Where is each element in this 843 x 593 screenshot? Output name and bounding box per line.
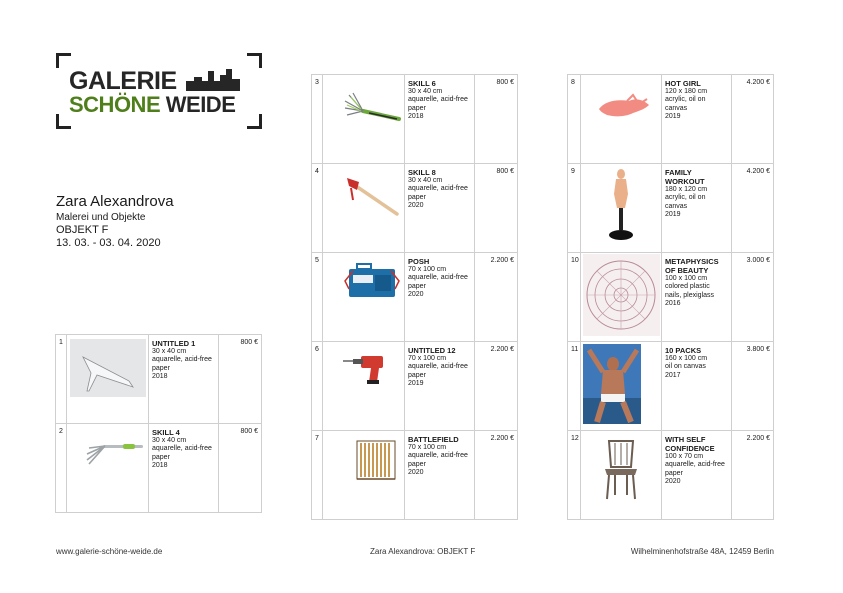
- work-medium: aquarelle, acid-free: [408, 274, 468, 282]
- work-year: 2017: [665, 371, 681, 379]
- catalogue-row: [312, 75, 518, 164]
- work-number: 11: [568, 342, 581, 431]
- logo-bracket: [247, 114, 262, 129]
- work-size: 100 x 100 cm: [665, 275, 708, 282]
- work-info: [662, 75, 732, 164]
- exhibition-dates: 13. 03. - 03. 04. 2020: [56, 237, 161, 249]
- logo-line2: SCHÖNE WEIDE: [69, 92, 236, 117]
- catalogue-row: [312, 253, 518, 342]
- work-info: [149, 424, 219, 513]
- work-title: BATTLEFIELD: [408, 435, 459, 444]
- work-size: 30 x 40 cm: [408, 88, 443, 95]
- catalogue-row: [56, 424, 262, 513]
- work-medium: colored plastic: [665, 283, 710, 291]
- footer-website[interactable]: www.galerie-schöne-weide.de: [56, 547, 163, 556]
- work-price: 4.200 €: [732, 164, 774, 253]
- work-price: 4.200 €: [732, 75, 774, 164]
- work-thumbnail: [67, 335, 149, 424]
- footer-address: Wilhelminenhofstraße 48A, 12459 Berlin: [630, 547, 774, 556]
- work-medium: aquarelle, acid-free: [408, 363, 468, 371]
- work-thumbnail: [581, 431, 662, 520]
- work-title: SKILL 4: [152, 428, 180, 437]
- catalogue-row: [56, 335, 262, 424]
- work-title: UNTITLED 12: [408, 346, 456, 355]
- exhibition-title: OBJEKT F: [56, 224, 109, 236]
- work-number: 12: [568, 431, 581, 520]
- athlete-icon: [581, 342, 662, 426]
- work-medium: acrylic, oil on: [665, 96, 706, 104]
- work-medium: canvas: [665, 104, 688, 112]
- work-year: 2020: [408, 290, 424, 298]
- work-number: 9: [568, 164, 581, 253]
- work-year: 2018: [408, 112, 424, 120]
- work-thumbnail: [323, 342, 405, 431]
- work-year: 2018: [152, 372, 168, 380]
- work-number: 7: [312, 431, 323, 520]
- logo-bracket: [56, 53, 71, 68]
- work-price: 2.200 €: [732, 431, 774, 520]
- work-title: FAMILY: [665, 168, 692, 177]
- work-thumbnail: [581, 342, 662, 431]
- work-medium: acrylic, oil on: [665, 194, 706, 202]
- catalogue-table-1: [55, 334, 262, 513]
- work-info: [405, 253, 475, 342]
- work-year: 2020: [408, 201, 424, 209]
- pink-figure-icon: [581, 75, 662, 159]
- chair-icon: [581, 431, 662, 515]
- work-medium: paper: [152, 453, 170, 461]
- artist-subtitle: Malerei und Objekte: [56, 212, 146, 223]
- work-thumbnail: [581, 164, 662, 253]
- work-price: 800 €: [219, 424, 262, 513]
- work-price: 3.000 €: [732, 253, 774, 342]
- high-heel-icon: [67, 335, 149, 419]
- work-medium: paper: [408, 371, 426, 379]
- work-medium: paper: [408, 460, 426, 468]
- factory-icon: [186, 65, 250, 91]
- work-size: 180 x 120 cm: [665, 186, 708, 193]
- work-title: HOT GIRL: [665, 79, 701, 88]
- work-price: 2.200 €: [475, 253, 518, 342]
- catalogue-row: [312, 164, 518, 253]
- work-size: 120 x 180 cm: [665, 88, 708, 95]
- catalogue-row: [312, 342, 518, 431]
- work-price: 2.200 €: [475, 342, 518, 431]
- work-info: [662, 253, 732, 342]
- work-thumbnail: [323, 253, 405, 342]
- work-medium: aquarelle, acid-free: [408, 185, 468, 193]
- work-size: 100 x 70 cm: [665, 453, 704, 460]
- work-title: UNTITLED 1: [152, 339, 196, 348]
- cube-icon: [323, 431, 405, 515]
- artist-name: Zara Alexandrova: [56, 193, 174, 210]
- work-medium: paper: [408, 193, 426, 201]
- work-price: 3.800 €: [732, 342, 774, 431]
- work-medium: paper: [408, 104, 426, 112]
- work-thumbnail: [67, 424, 149, 513]
- work-size: 160 x 100 cm: [665, 355, 708, 362]
- work-info: [405, 75, 475, 164]
- drill-icon: [323, 342, 405, 426]
- work-medium: aquarelle, acid-free: [408, 96, 468, 104]
- work-number: 1: [56, 335, 67, 424]
- catalogue-row: [568, 342, 774, 431]
- work-number: 6: [312, 342, 323, 431]
- footer-exhibition: Zara Alexandrova: OBJEKT F: [370, 547, 476, 556]
- work-medium: paper: [408, 282, 426, 290]
- brush-icon: [323, 75, 405, 159]
- work-info: [405, 164, 475, 253]
- work-medium: oil on canvas: [665, 363, 706, 371]
- work-medium: aquarelle, acid-free: [152, 445, 212, 453]
- work-medium: paper: [665, 469, 683, 477]
- work-price: 800 €: [475, 164, 518, 253]
- work-size: 70 x 100 cm: [408, 355, 447, 362]
- gallery-logo: [56, 53, 262, 129]
- work-number: 3: [312, 75, 323, 164]
- catalogue-row: [568, 253, 774, 342]
- work-size: 30 x 40 cm: [152, 348, 187, 355]
- work-medium: aquarelle, acid-free: [665, 461, 725, 469]
- work-price: 800 €: [475, 75, 518, 164]
- work-year: 2019: [665, 112, 681, 120]
- work-title: OF BEAUTY: [665, 266, 709, 275]
- work-medium: nails, plexiglass: [665, 291, 715, 299]
- work-title: 10 PACKS: [665, 346, 702, 355]
- catalogue-row: [312, 431, 518, 520]
- work-title: WITH SELF: [665, 435, 706, 444]
- work-title: SKILL 6: [408, 79, 436, 88]
- work-thumbnail: [581, 253, 662, 342]
- work-year: 2020: [665, 477, 681, 485]
- work-year: 2020: [408, 468, 424, 476]
- work-info: [662, 431, 732, 520]
- work-medium: paper: [152, 364, 170, 372]
- work-number: 2: [56, 424, 67, 513]
- work-info: [662, 164, 732, 253]
- work-price: 800 €: [219, 335, 262, 424]
- work-size: 70 x 100 cm: [408, 444, 447, 451]
- work-number: 4: [312, 164, 323, 253]
- mandala-icon: [581, 253, 662, 337]
- work-title: POSH: [408, 257, 430, 266]
- work-title: CONFIDENCE: [665, 444, 715, 453]
- work-price: 2.200 €: [475, 431, 518, 520]
- work-info: [149, 335, 219, 424]
- toolcase-icon: [323, 253, 405, 337]
- work-number: 8: [568, 75, 581, 164]
- work-thumbnail: [323, 164, 405, 253]
- work-size: 70 x 100 cm: [408, 266, 447, 273]
- axe-icon: [323, 164, 405, 248]
- catalogue-table-3: [567, 74, 774, 520]
- work-info: [405, 342, 475, 431]
- logo-line1: GALERIE: [69, 67, 177, 95]
- catalogue-row: [568, 431, 774, 520]
- work-title: METAPHYSICS: [665, 257, 719, 266]
- work-number: 5: [312, 253, 323, 342]
- work-medium: aquarelle, acid-free: [408, 452, 468, 460]
- work-medium: canvas: [665, 202, 688, 210]
- work-thumbnail: [581, 75, 662, 164]
- work-title: WORKOUT: [665, 177, 705, 186]
- work-medium: aquarelle, acid-free: [152, 356, 212, 364]
- rake-icon: [67, 424, 149, 508]
- catalogue-table-2: [311, 74, 518, 520]
- work-title: SKILL 8: [408, 168, 436, 177]
- catalogue-row: [568, 75, 774, 164]
- work-info: [662, 342, 732, 431]
- artist-info: [56, 193, 174, 250]
- work-size: 30 x 40 cm: [152, 437, 187, 444]
- work-number: 10: [568, 253, 581, 342]
- work-year: 2018: [152, 461, 168, 469]
- work-thumbnail: [323, 75, 405, 164]
- work-info: [405, 431, 475, 520]
- work-year: 2016: [665, 299, 681, 307]
- work-thumbnail: [323, 431, 405, 520]
- work-year: 2019: [408, 379, 424, 387]
- work-size: 30 x 40 cm: [408, 177, 443, 184]
- catalogue-row: [568, 164, 774, 253]
- work-year: 2019: [665, 210, 681, 218]
- punching-dummy-icon: [581, 164, 662, 248]
